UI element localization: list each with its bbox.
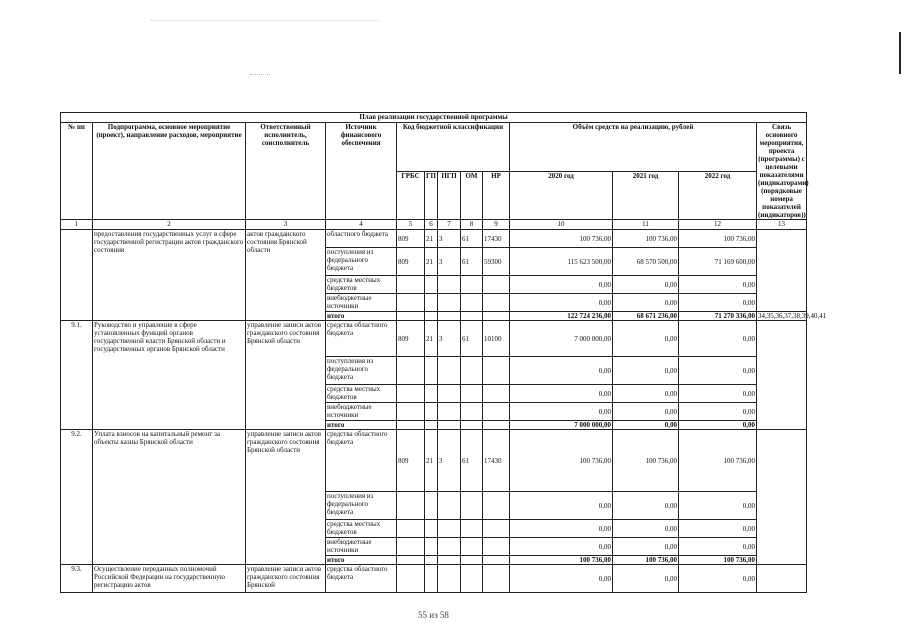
total-2020: 122 724 236,00 [510, 312, 613, 321]
header-budget-code: Код бюджетной классификации [397, 123, 510, 172]
amount-2021: 0,00 [613, 385, 679, 403]
scan-artifact [150, 20, 380, 27]
amount-2021: 0,00 [613, 520, 679, 538]
column-number: 12 [679, 220, 757, 230]
amount-2020: 0,00 [510, 385, 613, 403]
funding-source: средства областного бюджета [326, 565, 397, 593]
funding-source: средства местных бюджетов [326, 520, 397, 538]
header-pgp: ПГП [438, 171, 461, 220]
column-number: 7 [438, 220, 461, 230]
table-row [61, 321, 807, 357]
amount-2020: 100 736,00 [510, 430, 613, 492]
item-number: 9.1. [61, 321, 93, 430]
funding-source: средства местных бюджетов [326, 276, 397, 294]
funding-source: внебюджетные источники [326, 403, 397, 421]
column-number: 9 [483, 220, 510, 230]
amount-2021: 0,00 [613, 276, 679, 294]
amount-2020: 0,00 [510, 403, 613, 421]
header-2022: 2022 год [679, 171, 757, 220]
column-number: 8 [461, 220, 483, 230]
column-number: 4 [326, 220, 397, 230]
code-gp: 21 [425, 321, 438, 357]
total-2022: 100 736,00 [679, 556, 757, 565]
amount-2021: 0,00 [613, 321, 679, 357]
code-nr: 17430 [483, 230, 510, 248]
amount-2021: 0,00 [613, 565, 679, 593]
total-2021: 0,00 [613, 421, 679, 430]
amount-2021: 0,00 [613, 492, 679, 520]
header-2020: 2020 год [510, 171, 613, 220]
header-executor: Ответственный исполнитель, соисполнитель [246, 123, 326, 220]
amount-2022: 0,00 [679, 294, 757, 312]
code-om: 61 [461, 430, 483, 492]
code-nr: 10100 [483, 321, 510, 357]
table-row [61, 430, 807, 492]
total-2021: 100 736,00 [613, 556, 679, 565]
indicator-link [757, 430, 807, 565]
amount-2020: 0,00 [510, 565, 613, 593]
scan-edge-mark [899, 32, 901, 74]
funding-source: поступления из федерального бюджета [326, 492, 397, 520]
code-pgp: 3 [438, 248, 461, 276]
header-gp: ГП [425, 171, 438, 220]
column-number-row [61, 220, 807, 230]
funding-source: поступления из федерального бюджета [326, 357, 397, 385]
code-om: 61 [461, 321, 483, 357]
indicator-link [757, 321, 807, 430]
amount-2021: 0,00 [613, 538, 679, 556]
amount-2022: 0,00 [679, 385, 757, 403]
indicator-link: 34,35,36,37,38,39,40,41 [758, 312, 827, 320]
amount-2022: 71 169 600,00 [679, 248, 757, 276]
header-grbs: ГРБС [397, 171, 425, 220]
amount-2020: 0,00 [510, 294, 613, 312]
amount-2021: 0,00 [613, 294, 679, 312]
amount-2020: 7 000 000,00 [510, 321, 613, 357]
amount-2020: 115 623 500,00 [510, 248, 613, 276]
funding-source: поступления из федерального бюджета [326, 248, 397, 276]
amount-2020: 0,00 [510, 276, 613, 294]
funding-source: средства местных бюджетов [326, 385, 397, 403]
total-2022: 71 270 336,00 [679, 312, 757, 321]
total-label: итого [326, 421, 397, 430]
funding-source: средства областного бюджета [326, 430, 397, 492]
indicator-link [757, 230, 807, 312]
amount-2022: 0,00 [679, 321, 757, 357]
item-description: Руководство и управление в сфере установленных функций органов государственной власти Брянской области и государственных органов Брянской области [93, 321, 246, 430]
item-description: предоставления государственных услуг в сфере государственной регистрации актов гражданского состояния [93, 230, 246, 321]
amount-2022: 0,00 [679, 492, 757, 520]
amount-2022: 0,00 [679, 276, 757, 294]
table-row [61, 230, 807, 248]
item-number: 9.3. [61, 565, 93, 593]
column-number: 13 [757, 220, 807, 230]
header-source: Источник финансового обеспечения [326, 123, 397, 220]
funding-source: средства областного бюджета [326, 321, 397, 357]
code-pgp: 3 [438, 430, 461, 492]
amount-2022: 0,00 [679, 538, 757, 556]
header-nr: НР [483, 171, 510, 220]
amount-2022: 100 736,00 [679, 430, 757, 492]
amount-2021: 68 570 500,00 [613, 248, 679, 276]
amount-2020: 0,00 [510, 357, 613, 385]
column-number: 6 [425, 220, 438, 230]
item-number: 9.2. [61, 430, 93, 565]
amount-2022: 0,00 [679, 520, 757, 538]
header-link: Связь основного мероприятия, проекта (программы) с целевыми показателями (индикаторами) (порядковые номера показателей (индикаторов)) [758, 123, 809, 219]
item-number [61, 230, 93, 321]
total-2020: 7 000 000,00 [510, 421, 613, 430]
header-funds: Объём средств на реализацию, рублей [510, 123, 757, 172]
column-number: 11 [613, 220, 679, 230]
header-no: № пп [61, 123, 93, 220]
code-om: 61 [461, 248, 483, 276]
amount-2020: 0,00 [510, 520, 613, 538]
code-grbs: 809 [397, 430, 425, 492]
page-number: 55 из 58 [418, 610, 449, 620]
program-plan-table [60, 112, 827, 593]
code-grbs: 809 [397, 230, 425, 248]
table-row [61, 565, 807, 593]
amount-2022: 0,00 [679, 357, 757, 385]
header-om: ОМ [461, 171, 483, 220]
column-number: 1 [61, 220, 93, 230]
code-grbs: 809 [397, 321, 425, 357]
amount-2020: 0,00 [510, 492, 613, 520]
item-description: Осуществление переданных полномочий Российской Федерации на государственную регистрацию актов [93, 565, 246, 593]
amount-2020: 0,00 [510, 538, 613, 556]
code-nr: 59300 [483, 248, 510, 276]
scan-artifact [250, 74, 270, 77]
total-2022: 0,00 [679, 421, 757, 430]
total-label: итого [326, 556, 397, 565]
indicator-link [757, 565, 807, 593]
code-grbs: 809 [397, 248, 425, 276]
table-title: Плав реализации государственной программы [61, 113, 807, 123]
item-executor: управление записи актов гражданского состояния Брянской области [246, 430, 326, 565]
item-description: Уплата взносов на капитальный ремонт за объекты казны Брянской области [93, 430, 246, 565]
amount-2021: 100 736,00 [613, 230, 679, 248]
amount-2021: 0,00 [613, 357, 679, 385]
item-executor: управление записи актов гражданского состояния Брянской области [246, 321, 326, 430]
column-number: 5 [397, 220, 425, 230]
code-om: 61 [461, 230, 483, 248]
item-executor: управление записи актов гражданского состояния Брянской [246, 565, 326, 593]
amount-2022: 100 736,00 [679, 230, 757, 248]
column-number: 3 [246, 220, 326, 230]
code-gp: 21 [425, 248, 438, 276]
funding-source: внебюджетные источники [326, 538, 397, 556]
code-gp: 21 [425, 230, 438, 248]
amount-2020: 100 736,00 [510, 230, 613, 248]
amount-2021: 100 736,00 [613, 430, 679, 492]
total-label: итого [326, 312, 397, 321]
column-number: 10 [510, 220, 613, 230]
amount-2022: 0,00 [679, 565, 757, 593]
item-executor: актов гражданского состояния Брянской области [246, 230, 326, 321]
code-nr: 17430 [483, 430, 510, 492]
header-2021: 2021 год [613, 171, 679, 220]
funding-source: областного бюджета [326, 230, 397, 248]
amount-2022: 0,00 [679, 403, 757, 421]
code-pgp: 3 [438, 230, 461, 248]
code-pgp: 3 [438, 321, 461, 357]
total-2020: 100 736,00 [510, 556, 613, 565]
total-2021: 68 671 236,00 [613, 312, 679, 321]
code-gp: 21 [425, 430, 438, 492]
column-number: 2 [93, 220, 246, 230]
amount-2021: 0,00 [613, 403, 679, 421]
header-subprogram: Подпрограмма, основное мероприятие (проект), направление расходов, мероприятие [93, 123, 246, 220]
funding-source: внебюджетные источники [326, 294, 397, 312]
